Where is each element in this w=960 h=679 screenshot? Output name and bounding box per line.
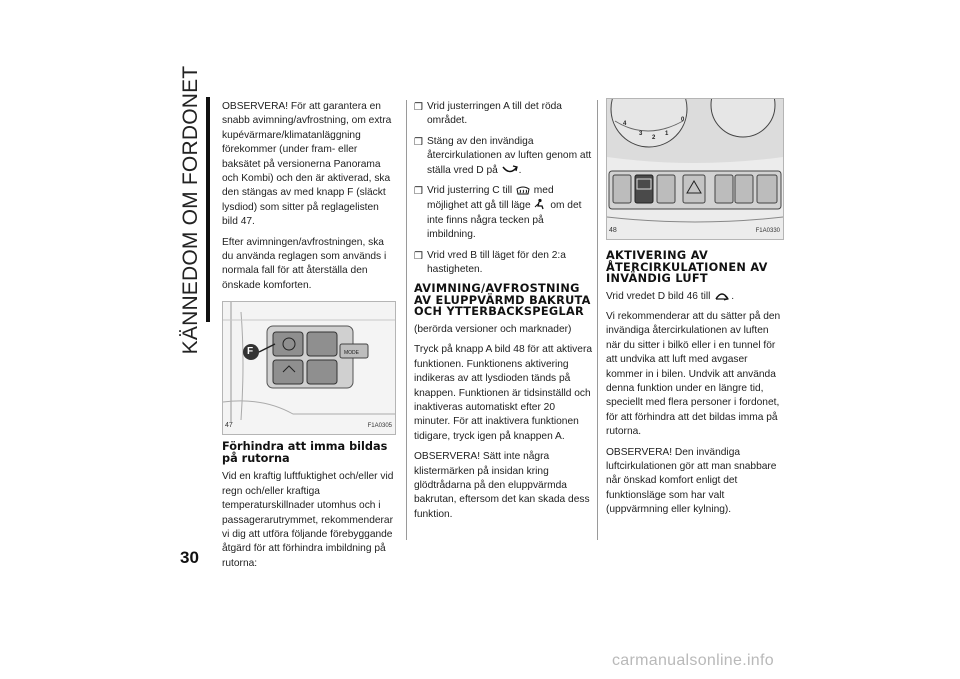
heading-prevent-mist: Förhindra att imma bildas på rutorna bbox=[222, 440, 388, 465]
paragraph-observera-1: OBSERVERA! För att garantera en snabb avimning/avfrostning, om extra kupévärmare/klimatanläggning förekommer (under fram- eller baksätet på versionerna Panorama och Kombi) och den är aktiverad, ska den stängas av med knapp F (släckt lysdiod) som sitter på reglagelisten bild 47. bbox=[222, 101, 392, 228]
figure-47 bbox=[222, 301, 396, 435]
bullet-4 bbox=[414, 249, 592, 278]
page-number: 30 bbox=[180, 548, 199, 567]
figure-48 bbox=[606, 98, 784, 240]
figure-48-illustration bbox=[607, 99, 783, 239]
paragraph-observera-recirculation: OBSERVERA! Den invändiga luftcirkulationen gör att man snabbare når önskad komfort enligt det funktionsläge som har valt (uppvärmning eller kylning). bbox=[606, 446, 777, 516]
bullet-checkbox-icon: ❒ bbox=[414, 102, 424, 113]
figure-48-dial-number: 1 bbox=[665, 131, 669, 137]
paragraph-button-a: Tryck på knapp A bild 48 för att aktivera funktionen. Funktionens aktivering indikeras av att lysdioden tänds på knappen. Funktionen är tidsinställd och inaktiveras automatiskt efter 20 minuter. För att inaktivera funktionen tidigare, tryck igen på knappen A. bbox=[414, 344, 592, 442]
figure-48-number: 48 bbox=[609, 226, 617, 234]
bullet-checkbox-icon: ❒ bbox=[414, 186, 424, 198]
bullet-2-end: . bbox=[518, 164, 522, 176]
section-rule bbox=[206, 97, 210, 322]
bullet-2-text: Stäng av den invändiga återcirkulationen av luften genom att ställa vred D på bbox=[427, 135, 592, 176]
bullet-4-text: Vrid vred B till läget för den 2:a hastigheten. bbox=[427, 249, 566, 276]
figure-48-dial-number: 3 bbox=[639, 131, 643, 137]
column-divider-2 bbox=[597, 100, 598, 540]
column-2 bbox=[414, 100, 592, 528]
column-divider-1 bbox=[406, 100, 407, 540]
figure-47-number: 47 bbox=[225, 421, 233, 429]
bullet-3-text-a: Vrid justerring C till bbox=[427, 185, 513, 197]
bullet-3-text-c: om det inte finns några tecken på imbildning. bbox=[427, 200, 582, 241]
bullet-3-text-b: med möjlighet att gå till läge bbox=[427, 185, 554, 212]
figure-47-callout: F bbox=[247, 346, 254, 358]
paragraph-after-defrost: Efter avimningen/avfrostningen, ska du använda reglagen som används i normala fall för att återställa den önskade komforten. bbox=[222, 236, 387, 291]
paragraph-turn-knob-d-text: Vrid vredet D bild 46 till bbox=[606, 290, 711, 302]
paragraph-recirculation-advice: Vi rekommenderar att du sätter på den invändiga återcirkulationen av luften när du sitter i bilkö eller i en tunnel för att undvika att luft med avgaser kommer in i bilen. Undvik att använda denna funktion under en längre tid, speciellt med flera personer i fordonet, för att förhindra att det bildas imma på rutorna. bbox=[606, 310, 781, 438]
paragraph-observera-stickers: OBSERVERA! Sätt inte några klistermärken på insidan kring glödtrådarna på den eluppvärmda bakrutan, eftersom det kan skada dess funktion. bbox=[414, 451, 590, 520]
bullet-1 bbox=[414, 100, 592, 129]
recirculation-icon bbox=[714, 290, 730, 301]
paragraph-humidity: Vid en kraftig luftfuktighet och/eller vid regn och/eller kraftiga temperaturskillnader utomhus och i passagerarutrymmet, rekommenderar vi dig att utföra följande förebyggande åtgärd för att förhindra imbildning på rutorna: bbox=[222, 471, 394, 569]
bullet-2 bbox=[414, 135, 592, 178]
figure-48-dial-number: 4 bbox=[623, 121, 627, 127]
windscreen-defrost-icon bbox=[516, 184, 530, 195]
figure-47-illustration bbox=[223, 302, 395, 434]
bullet-3 bbox=[414, 184, 592, 243]
outside-air-icon bbox=[502, 165, 518, 175]
figure-47-mode-label: MODE bbox=[344, 350, 359, 357]
bullet-checkbox-icon: ❒ bbox=[414, 136, 424, 148]
subheading-versions: (berörda versioner och marknader) bbox=[414, 323, 572, 335]
heading-rear-window-defrost: AVIMNING/AVFROSTNING AV ELUPPVÄRMD BAKRUTA OCH YTTERBACKSPEGLAR bbox=[414, 282, 591, 319]
figure-48-dial-number: 2 bbox=[652, 135, 656, 141]
column-3 bbox=[606, 100, 782, 524]
section-title: KÄNNEDOM OM FORDONET bbox=[179, 65, 202, 355]
figure-48-dial-number: 0 bbox=[681, 117, 685, 123]
column-1 bbox=[222, 100, 394, 577]
air-distribution-icon bbox=[534, 198, 546, 210]
bullet-checkbox-icon: ❒ bbox=[414, 250, 424, 262]
bullet-1-text: Vrid justerringen A till det röda området. bbox=[427, 101, 562, 127]
figure-47-code: F1A0305 bbox=[367, 422, 392, 429]
paragraph-turn-knob-d bbox=[606, 290, 782, 304]
paragraph-turn-knob-d-end: . bbox=[731, 290, 735, 302]
watermark: carmanualsonline.info bbox=[612, 652, 774, 669]
heading-recirculation: AKTIVERING AV ÅTERCIRKULATIONEN AV INVÄNDIG LUFT bbox=[606, 249, 768, 285]
figure-48-code: F1A0330 bbox=[755, 227, 780, 234]
